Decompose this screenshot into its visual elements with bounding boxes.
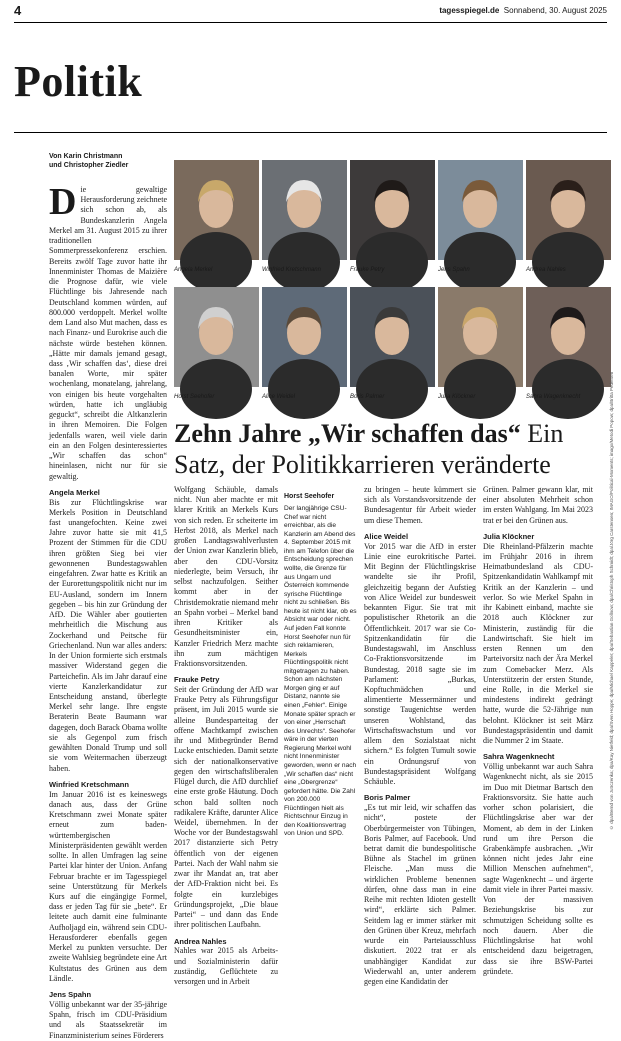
author-line-1: Von Karin Christmann xyxy=(49,153,123,160)
heading-nahles: Andrea Nahles xyxy=(174,936,227,946)
text-kretschmann: Im Januar 2016 ist es keineswegs danach aus, dass der Grüne Kretschmann zwei Monate später erneut zum baden-württembergischen Ministerpräsidenten gewählt werden sollte. In allen Umfragen lag seine Partei klar hinter der Union. Anfang Februar brachte er im Tagesspiegel seine Unterstützung für Merkels Kurs auf die eingängige Formel, dass er jeden Tag für sie „bete“. Er leitete auch damit eine fulminante Aufholjagd ein, während sein CDU-Herausforderer ebenfalls gegen Merkel zu punkten versuchte. Der zweite Wahlsieg begründete eine Art Kultstatus des Grünen aus dem Ländle. xyxy=(49,789,167,983)
portrait-caption: Horst Seehofer xyxy=(174,394,215,400)
text-kloeckner: Die Rheinland-Pfälzerin machte im Frühjahr 2016 in ihrem Heimatbundesland als CDU-Spitzenkandidatin Wahlkampf mit Kritik an der Kanzlerin – und verlor. So wie Merkel Spahn in ihr Kabinett einband, machte sie 2018 auch Klöckner zur Ministerin, zuständig für die Landwirtschaft. Sie hielt im ersten Rennen um den Parteivorsitz nach der Ära Merkel zum Comebacker Merz. Als Unterstützerin der ersten Stunde, eine Rolle, in die Merkel sie mindestens indirekt gedrängt hatte, wurde die 52-Jährige nun belohnt. Klöckner ist seit März Bundestagspräsidentin und damit die Nummer 2 im Staate. xyxy=(483,541,593,746)
portrait-caption: Jens Spahn xyxy=(438,267,470,273)
page-number: 4 xyxy=(14,3,22,18)
section-rule xyxy=(14,132,607,133)
section-title: Politik xyxy=(14,57,143,106)
heading-seehofer: Horst Seehofer xyxy=(284,493,335,500)
text-spahn-cont: Wolfgang Schäuble, damals nicht. Nun aber machte er mit klarer Kritik an Merkels Kurs von sich reden. Er scheiterte im Herbst 2018, als Merkel nach großen Landtagswahlverlusten der Union zwar Kanzlerin blieb, aber den CDU-Vorsitz niederlegte, beim Versuch, ihr selbst nachzufolgen. Seither kommt aber in der Christdemokratie niemand mehr an Spahn vorbei – Merkel band ihren Kritiker als Gesundheitsminister ein, Kanzler Friedrich Merz machte ihn zum mächtigen Fraktionsvorsitzenden. xyxy=(174,485,278,668)
text-palmer-cont: Grünen. Palmer gewann klar, mit einer absoluten Mehrheit schon im ersten Wahlgang. Im Mai 2023 trat er bei den Grünen aus. xyxy=(483,485,593,525)
intro-column xyxy=(49,181,167,1040)
heading-weidel: Alice Weidel xyxy=(364,531,409,541)
headline-light: Ein Satz, der Politikkarrieren veränderte xyxy=(174,419,564,479)
portrait-caption: Boris Palmer xyxy=(350,394,385,400)
text-spahn-start: Völlig unbekannt war der 35-jährige Spahn, frisch im CDU-Präsidium und als Staatssekretär im Finanzministerium seines Förderers xyxy=(49,999,167,1040)
text-merkel: Bis zur Flüchtlingskrise war Merkels Position in Deutschland fast unangefochten. Keine zwei Jahre zuvor hatte sie mit 41,5 Prozent der Stimmen für die CDU ihren größten Sieg bei vier gewonnenen Bundestagswahlen eingefahren. Zwar hatte es Kritik an der Eurorettungspolitik nicht nur im EU-Ausland, sondern im Innern gegeben – bis hin zur Gründung der AfD. Die Wähler aber goutierten mehrheitlich die Mischung aus Zockerhand und Peitsche für Griechenland. Nun war alles anders: In der Union formierte sich erstmals massiver Widerstand gegen die Parteichefin. Als im Jahr darauf eine vierte Kanzlerkandidatur zur Entscheidung anstand, überlegte Merkel sehr lange. Ihre engste Beraterin Beate Baumann war dagegen, doch Barack Obama wollte sie als Gegenpol zum frisch gewählten Donald Trump und soll sie vom Weitermachen überzeugt haben. xyxy=(49,497,167,773)
heading-merkel: Angela Merkel xyxy=(49,487,100,497)
text-petry: Seit der Gründung der AfD war Frauke Petry als Führungsfigur präsent, im Juli 2015 wurde sie alleine Bundesparteitag der offene Machtkampf zwischen ihr und Mitbegründer Bernd Lucke entschieden. Damit setzte sich der nationalkonservative gegen den wirtschaftsliberalen Flügel durch, die AfD durchlief eine erste große Häutung. Doch schon bald sollten noch radikalere Kräfte, darunter Alice Weidel, übernehmen. In der Woche vor der Bundestagswahl 2017 distanzierte sich Petry öffentlich von der eigenen Partei. Nach der Wahl nahm sie zwar ihr Mandat an, trat aber der AfD-Fraktion nicht bei. Es folgte ein kurzlebiges Gründungsprojekt, „Die blaue Partei“ – und dann das Ende ihrer politischen Laufbahn. xyxy=(174,684,278,930)
sidebar-seehofer xyxy=(284,492,357,839)
column-2 xyxy=(174,485,278,987)
photo-credits: © dpa/Bernd von Jutrczenka; dpa/Kay Nietfeld; dpa/Sven Hoppe; dpa/Michael Kappeler; dpa/Sebastian Gollnow; dpa/Christoph Schmidt; dpa/Jörg Carstensen; IMAGO/Political-Moments; imago/Metodi Popow; dpa/Britta Pedersen xyxy=(609,371,614,830)
text-palmer: „Es tut mir leid, wir schaffen das nicht“, postete der Oberbürgermeister von Tübingen, Boris Palmer, auf Facebook. Und betrat damit die bundespolitische Bühne als Stachel im grünen Fleische. „Man muss die wirklichen Probleme benennen dürfen, ohne dass man in eine Reihe mit rechten Idioten gestellt wird“, erklärte sich Palmer. Seitdem lag er immer stärker mit den Grünen über Kreuz, mehrfach wurde ein Parteiausschluss diskutiert. 2022 trat er als unabhängiger Kandidat zur Wiederwahl an, unter anderem gegen eine Kandidatin der xyxy=(364,803,476,987)
portrait-caption: Alice Weidel xyxy=(262,394,295,400)
drop-cap: D xyxy=(49,181,77,223)
heading-spahn: Jens Spahn xyxy=(49,990,92,1000)
author-line-2: und Christopher Ziedler xyxy=(49,161,129,169)
portrait-caption: Angela Merkel xyxy=(174,267,213,273)
heading-petry: Frauke Petry xyxy=(174,675,220,685)
portrait-caption: Frauke Petry xyxy=(350,267,385,273)
headline xyxy=(174,418,592,480)
portrait-photo xyxy=(262,287,347,387)
headline-bold: Zehn Jahre „Wir schaffen das“ xyxy=(174,419,521,448)
portrait-photo xyxy=(262,160,347,260)
text-wagenknecht: Völlig unbekannt war auch Sahra Wagenknecht nicht, als sie 2015 im Duo mit Dietmar Bartsch den Fraktionsvorsitz. Sie hatte auch vorher schon polarisiert, die Flüchtlingskrise aber war der Moment, ab dem in der Linken rund um ihre Person die Grabenkämpfe ausbrachen. „Wir können nicht jedes Jahr eine Million Menschen aufnehmen“, sagte Wagenknecht – und ärgerte damit viele in ihrer Partei massiv. Von der massiven Beziehungskrise bis zur schmutzigen Scheidung sollte es noch dauern. Aber die Flüchtlingskrise hat wohl entscheidend dazu beigetragen, dass sie ihre BSW-Partei gründete. xyxy=(483,762,593,976)
portrait-caption: Sahra Wagenknecht xyxy=(526,394,581,400)
text-weidel: Vor 2015 war die AfD in erster Linie eine eurokritische Partei. Mit Beginn der Flüchtlingskrise wandelte sie ihr Profil, gleichzeitig begann der Aufstieg von Alice Weidel zur bundesweit bekannten Figur. Sie trat mit populistischer Rhetorik an die Öffentlichkeit. 2017 war sie Co-Spitzenkandidatin für die Bundestagswahl, im Anschluss Co-Fraktionsvorsitzende im Bundestag. 2018 sagte sie im Parlament: „Burkas, Kopftuchmädchen und alimentierte Messermänner und sonstige Taugenichtse werden unseren Wohlstand, das Wirtschaftswachstum und vor allem den Sozialstaat nicht sichern.“ Es folgten Tumult sowie ein Ordnungsruf von Bundestagspräsident Wolfgang Schäuble. xyxy=(364,541,476,787)
portrait-photo xyxy=(174,160,259,260)
portrait-caption: Andrea Nahles xyxy=(526,267,566,273)
portrait-photo xyxy=(526,160,611,260)
heading-wagenknecht: Sahra Wagenknecht xyxy=(483,752,555,762)
heading-palmer: Boris Palmer xyxy=(364,793,411,803)
text-nahles-cont: zu bringen – heute kümmert sie sich als Vorstandsvorsitzende der Bundesagentur für Arbeit wieder um diese Themen. xyxy=(364,485,476,525)
portrait-caption: Julia Klöckner xyxy=(438,394,476,400)
portrait-caption: Winfried Kretschmann xyxy=(262,267,321,273)
top-rule xyxy=(14,22,607,23)
heading-kloeckner: Julia Klöckner xyxy=(483,531,535,541)
intro-text: ie gewaltige Herausforderung zeichnete sich schon ab, als Bundeskanzlerin Angela Merkel am 31. August 2015 zu ihrer traditionellen Sommerpressekonferenz erschien. Bereits zwölf Tage zuvor hatte ihr Innenminister Thomas de Maizière die Prognose dafür, wie viele Flüchtlinge bis Jahresende nach Deutschland kommen würden, auf 800.000 verdoppelt. Merkel wollte dem Land also Mut machen, dass es nach Finanz- und Eurokrise auch die nächste würde bestehen können. „Hätte mir damals jemand gesagt, dass ‚Wir schaffen das‘, diese drei banalen Worte, mir später wochenlang, monatelang, jahrelang, von einigen bis heute vorgehalten würden, hatte ich ungläubig geguckt“, schreibt die Altkanzlerin in ihren Memoiren. Die Folgen jedenfalls waren, weil viele darin ein an den Folgen desinteressiertes „Wir schaffen das schon“ hineinlasen, nicht nur für sie gewaltig. xyxy=(49,185,167,481)
portrait-photo xyxy=(438,160,523,260)
issue-date: Sonnabend, 30. August 2025 xyxy=(503,6,607,15)
heading-kretschmann: Winfried Kretschmann xyxy=(49,779,129,789)
portrait-photo xyxy=(526,287,611,387)
portrait-photo xyxy=(438,287,523,387)
portrait-photo xyxy=(350,160,435,260)
masthead xyxy=(439,6,607,15)
portrait-photo xyxy=(350,287,435,387)
portrait-photo xyxy=(174,287,259,387)
column-3 xyxy=(364,485,476,987)
text-nahles: Nahles war 2015 als Arbeits- und Sozialministerin dafür zuständig, Geflüchtete zu versorgen und in Arbeit xyxy=(174,946,278,987)
column-4 xyxy=(483,485,593,976)
site-name: tagesspiegel.de xyxy=(439,6,500,15)
text-seehofer: Der langjährige CSU-Chef war nicht erreichbar, als die Kanzlerin am Abend des 4. September 2015 mit ihm am Telefon über die Entscheidung sprechen wollte, die Grenze für aus Ungarn und Österreich kommende syrische Flüchtlinge nicht zu schließen. Bis heute ist nicht klar, ob es Absicht war oder nicht. Auf jeden Fall konnte Horst Seehofer nun für sich reklamieren, Merkels Flüchtlingspolitik nicht mitgetragen zu haben. Schon am nächsten Morgen ging er auf Distanz, nannte sie einen „Fehler“. Einige Monate später sprach er von einer „Herrschaft des Unrechts“. Seehofer wäre in der vierten Regierung Merkel wohl nicht Innenminister geworden, wenn er nach „Wir schaffen das“ nicht eine „Obergrenze“ gefordert hätte. Die Zahl von 200.000 Flüchtlingen hielt als Richtschnur Einzug in den Koalitionsvertrag von Union und SPD. xyxy=(284,505,357,838)
byline xyxy=(49,153,167,171)
